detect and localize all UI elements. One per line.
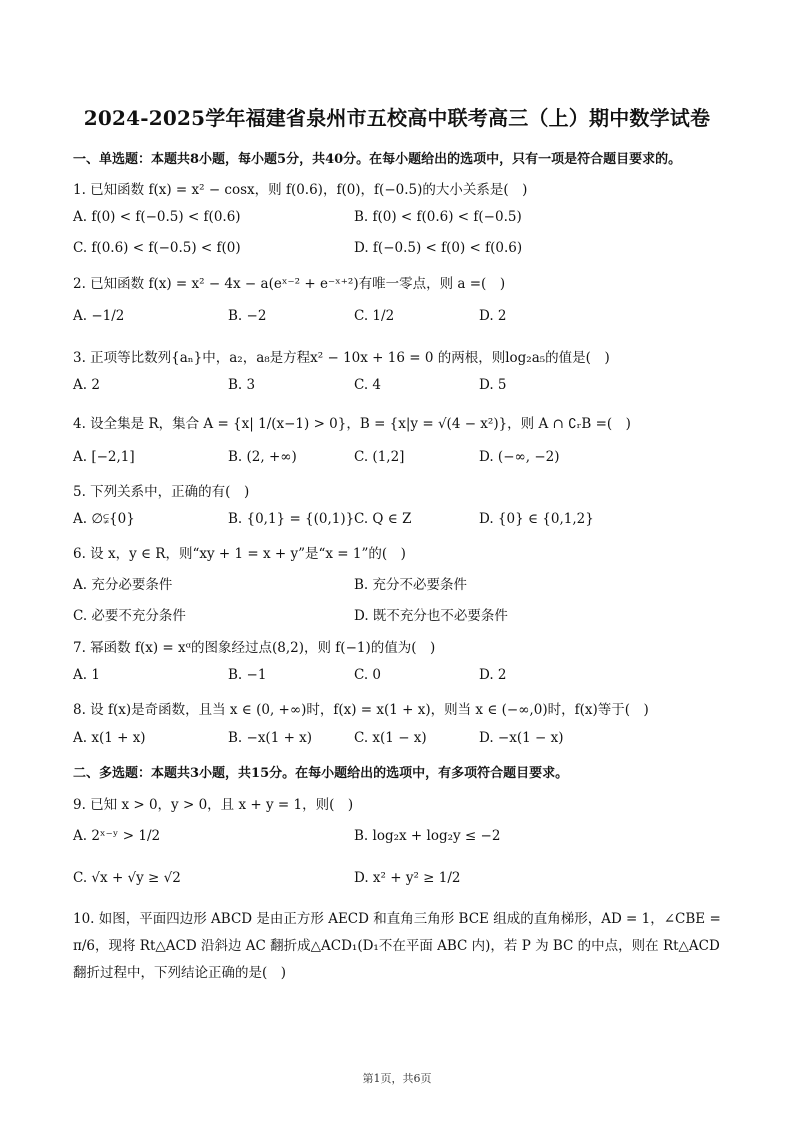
question-7: 7. 幂函数 f(x) = xᵅ的图象经过点(8,2)，则 f(−1)的值为( ) (73, 640, 436, 656)
question-1: 1. 已知函数 f(x) = x² − cosx，则 f(0.6)，f(0)，f(−0.5)的大小关系是( ) (73, 182, 528, 198)
q9-option-c: C. √x + √y ≥ √2 (73, 870, 181, 886)
question-5: 5. 下列关系中，正确的有( ) (73, 484, 250, 500)
q2-option-d: D. 2 (479, 308, 507, 324)
q4-option-c: C. (1,2] (354, 449, 405, 465)
q6-option-a: A. 充分必要条件 (73, 577, 173, 593)
question-10: 10. 如图，平面四边形 ABCD 是由正方形 AECD 和直角三角形 BCE 组成的直角梯形，AD = 1，∠CBE = π/6，现将 Rt△ACD 沿斜边 AC 翻折成△ACD₁(D₁不在平面 ABC 内)，若 P 为 BC 的中点，则在 Rt△ACD 翻折过程中，下列结论正确的是( ) (73, 911, 721, 981)
q1-option-b: B. f(0) < f(0.6) < f(−0.5) (354, 209, 522, 225)
q7-option-a: A. 1 (73, 667, 100, 683)
q5-option-a: A. ∅⫋{0} (73, 511, 135, 527)
question-8: 8. 设 f(x)是奇函数，且当 x ∈ (0, +∞)时，f(x) = x(1 + x)，则当 x ∈ (−∞,0)时，f(x)等于( ) (73, 702, 649, 718)
q7-option-b: B. −1 (228, 667, 267, 683)
q8-option-c: C. x(1 − x) (354, 730, 427, 746)
q4-option-b: B. (2, +∞) (228, 449, 297, 465)
question-9: 9. 已知 x > 0，y > 0，且 x + y = 1，则( ) (73, 797, 354, 813)
q9-option-a: A. 2ˣ⁻ʸ > 1/2 (73, 828, 161, 844)
section-heading-multiple-choice: 二、多选题：本题共3小题，共15分。在每小题给出的选项中，有多项符合题目要求。 (73, 766, 569, 781)
q4-option-d: D. (−∞, −2) (479, 449, 560, 465)
page-footer: 第1页，共6页 (362, 1072, 432, 1085)
q2-option-b: B. −2 (228, 308, 267, 324)
q9-option-b: B. log₂x + log₂y ≤ −2 (354, 828, 501, 844)
q1-option-d: D. f(−0.5) < f(0) < f(0.6) (354, 240, 523, 256)
q3-option-a: A. 2 (73, 377, 100, 393)
q6-option-d: D. 既不充分也不必要条件 (354, 608, 508, 624)
q7-option-d: D. 2 (479, 667, 507, 683)
q6-option-b: B. 充分不必要条件 (354, 577, 468, 593)
q9-option-d: D. x² + y² ≥ 1/2 (354, 870, 461, 886)
q1-option-a: A. f(0) < f(−0.5) < f(0.6) (73, 209, 241, 225)
q6-option-c: C. 必要不充分条件 (73, 608, 186, 624)
q3-option-c: C. 4 (354, 377, 382, 393)
section-heading-single-choice: 一、单选题：本题共8小题，每小题5分，共40分。在每小题给出的选项中，只有一项是符合题目要求的。 (73, 152, 682, 167)
q3-option-b: B. 3 (228, 377, 256, 393)
question-3: 3. 正项等比数列{aₙ}中，a₂，a₈是方程x² − 10x + 16 = 0 的两根，则log₂a₅的值是( ) (73, 350, 610, 366)
q1-option-c: C. f(0.6) < f(−0.5) < f(0) (73, 240, 241, 256)
page-title: 2024-2025学年福建省泉州市五校高中联考高三（上）期中数学试卷 (83, 106, 711, 130)
q2-option-a: A. −1/2 (73, 308, 125, 324)
q3-option-d: D. 5 (479, 377, 507, 393)
q5-option-c: C. Q ∈ Z (354, 511, 412, 527)
question-2: 2. 已知函数 f(x) = x² − 4x − a(eˣ⁻² + e⁻ˣ⁺²)有唯一零点，则 a =( ) (73, 276, 506, 292)
question-4: 4. 设全集是 R，集合 A = {x| 1/(x−1) > 0}，B = {x|y = √(4 − x²)}，则 A ∩ ∁ᵣB =( ) (73, 416, 631, 432)
q5-option-b: B. {0,1} = {(0,1)} (228, 511, 355, 527)
q8-option-a: A. x(1 + x) (73, 730, 146, 746)
q8-option-b: B. −x(1 + x) (228, 730, 313, 746)
q2-option-c: C. 1/2 (354, 308, 395, 324)
q5-option-d: D. {0} ∈ {0,1,2} (479, 511, 594, 527)
question-6: 6. 设 x，y ∈ R，则“xy + 1 = x + y”是“x = 1”的( ) (73, 546, 406, 562)
q4-option-a: A. [−2,1] (73, 449, 135, 465)
q7-option-c: C. 0 (354, 667, 382, 683)
q8-option-d: D. −x(1 − x) (479, 730, 564, 746)
